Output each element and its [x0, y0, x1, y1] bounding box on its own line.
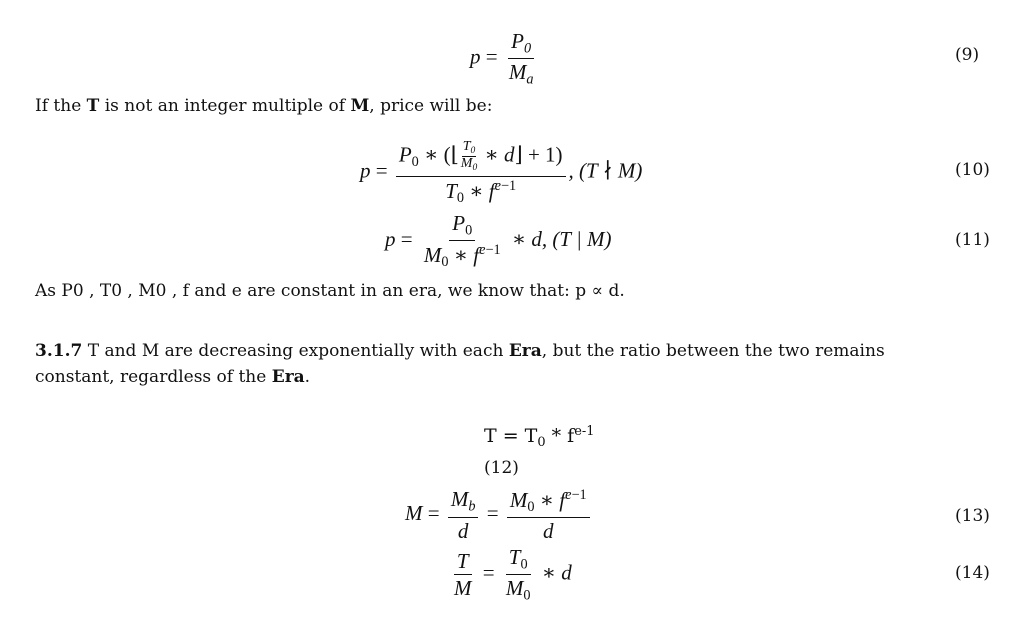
equation-number-10: (10) — [955, 160, 990, 180]
paragraph-price: If the T is not an integer multiple of M, price will be: — [35, 96, 493, 116]
fraction: $\frac{P_0}{M_a}$ — [508, 29, 534, 88]
var-p: p — [470, 44, 481, 69]
equation-10: p = $P_0$ ∗ (⌊ $\frac{T_0}{M_0}$ ∗ d⌋ + 1) $T_0$ ∗ $f^{e-1}$ , (T ∤ M) — [360, 139, 643, 206]
equation-13: M = $\frac{M_b}{d}$ = $\frac{M_0 ∗ f^{e-1}}{d}$ — [405, 488, 593, 542]
fraction: $\frac{M_0 ∗ f^{e-1}}{d}$ — [507, 488, 590, 542]
section-3-1-7: 3.1.7 T and M are decreasing exponentially with each Era, but the ratio between the two remains constant, regardless of the Era. — [35, 341, 885, 387]
fraction: $\frac{T_0}{M_0}$ — [505, 545, 531, 604]
equation-number-14: (14) — [955, 563, 990, 583]
fraction: $\frac{P_0}{M_0 ∗ f^{e-1}}$ — [423, 211, 501, 271]
equation-number-12: (12) — [484, 458, 519, 478]
equation-12: $T = T_0 * f^{e-1}$ — [484, 424, 595, 450]
fraction: $\frac{T}{M}$ — [454, 549, 472, 601]
equation-number-11: (11) — [955, 230, 990, 250]
equation-number-9: (9) — [955, 45, 980, 65]
fraction: $\frac{M_b}{d}$ — [448, 488, 479, 541]
equation-9: p = $\frac{P_0}{M_a}$ — [470, 30, 539, 88]
equation-14: $\frac{T}{M}$ = $\frac{T_0}{M_0}$ ∗ d — [448, 546, 572, 604]
fraction: $P_0$ ∗ (⌊ $\frac{T_0}{M_0}$ ∗ d⌋ + 1) $T_0$ ∗ $f^{e-1}$ — [396, 140, 566, 206]
paragraph-proportional: As P0 , T0 , M0 , f and e are constant in an era, we know that: p ∝ d. — [35, 281, 625, 301]
equation-number-13: (13) — [955, 506, 990, 526]
equation-11: p = $\frac{P_0}{M_0 ∗ f^{e-1}}$ ∗ d, (T | M) — [385, 211, 612, 271]
